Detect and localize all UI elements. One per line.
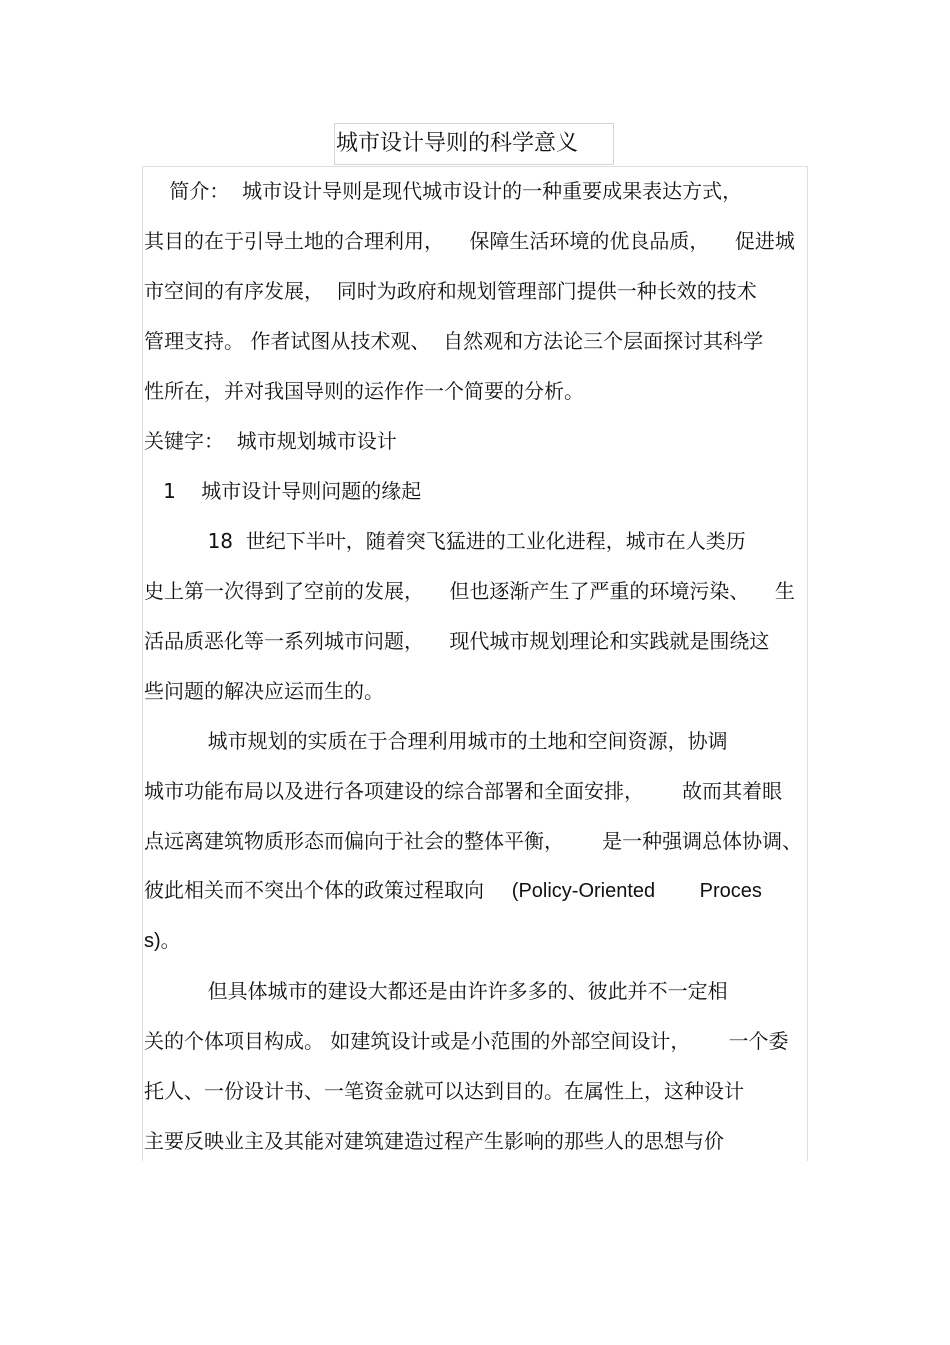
- abstract-line: 性所在，并对我国导则的运作作一个简要的分析。: [144, 379, 584, 403]
- page-title: 城市设计导则的科学意义: [334, 123, 614, 165]
- paragraph-line: 城市规划的实质在于合理利用城市的土地和空间资源，协调: [144, 729, 728, 753]
- paragraph-line: s)。: [144, 930, 181, 952]
- paragraph-line: 主要反映业主及其能对建筑建造过程产生影响的那些人的思想与价: [144, 1129, 724, 1153]
- abstract-line: 管理支持。 作者试图从技术观、 自然观和方法论三个层面探讨其科学: [144, 329, 764, 353]
- paragraph-line: 点远离建筑物质形态而偏向于社会的整体平衡， 是一种强调总体协调、: [144, 829, 803, 853]
- paragraph-line: 城市功能布局以及进行各项建设的综合部署和全面安排， 故而其着眼: [144, 779, 783, 803]
- abstract-line: 简介： 城市设计导则是现代城市设计的一种重要成果表达方式，: [144, 179, 743, 203]
- paragraph-line: 些问题的解决应运而生的。: [144, 679, 384, 703]
- paragraph-line: 彼此相关而不突出个体的政策过程取向 (Policy-Oriented Proces: [144, 880, 762, 902]
- paragraph-line: 史上第一次得到了空前的发展， 但也逐渐产生了严重的环境污染、 生: [144, 579, 795, 603]
- paragraph-line: 但具体城市的建设大都还是由许许多多的、彼此并不一定相: [144, 979, 728, 1003]
- keywords-line: 关键字： 城市规划城市设计: [144, 429, 397, 453]
- paragraph-line: 18 世纪下半叶，随着突飞猛进的工业化进程，城市在人类历: [144, 529, 746, 553]
- paragraph-line: 关的个体项目构成。 如建筑设计或是小范围的外部空间设计， 一个委: [144, 1029, 789, 1053]
- section-heading: 1 城市设计导则问题的缘起: [144, 479, 422, 503]
- abstract-line: 市空间的有序发展， 同时为政府和规划管理部门提供一种长效的技术: [144, 279, 757, 303]
- abstract-line: 其目的在于引导土地的合理利用， 保障生活环境的优良品质， 促进城: [144, 229, 795, 253]
- paragraph-line: 托人、一份设计书、一笔资金就可以达到目的。在属性上，这种设计: [144, 1079, 744, 1103]
- content-frame: [142, 166, 808, 1161]
- paragraph-line: 活品质恶化等一系列城市问题， 现代城市规划理论和实践就是围绕这: [144, 629, 770, 653]
